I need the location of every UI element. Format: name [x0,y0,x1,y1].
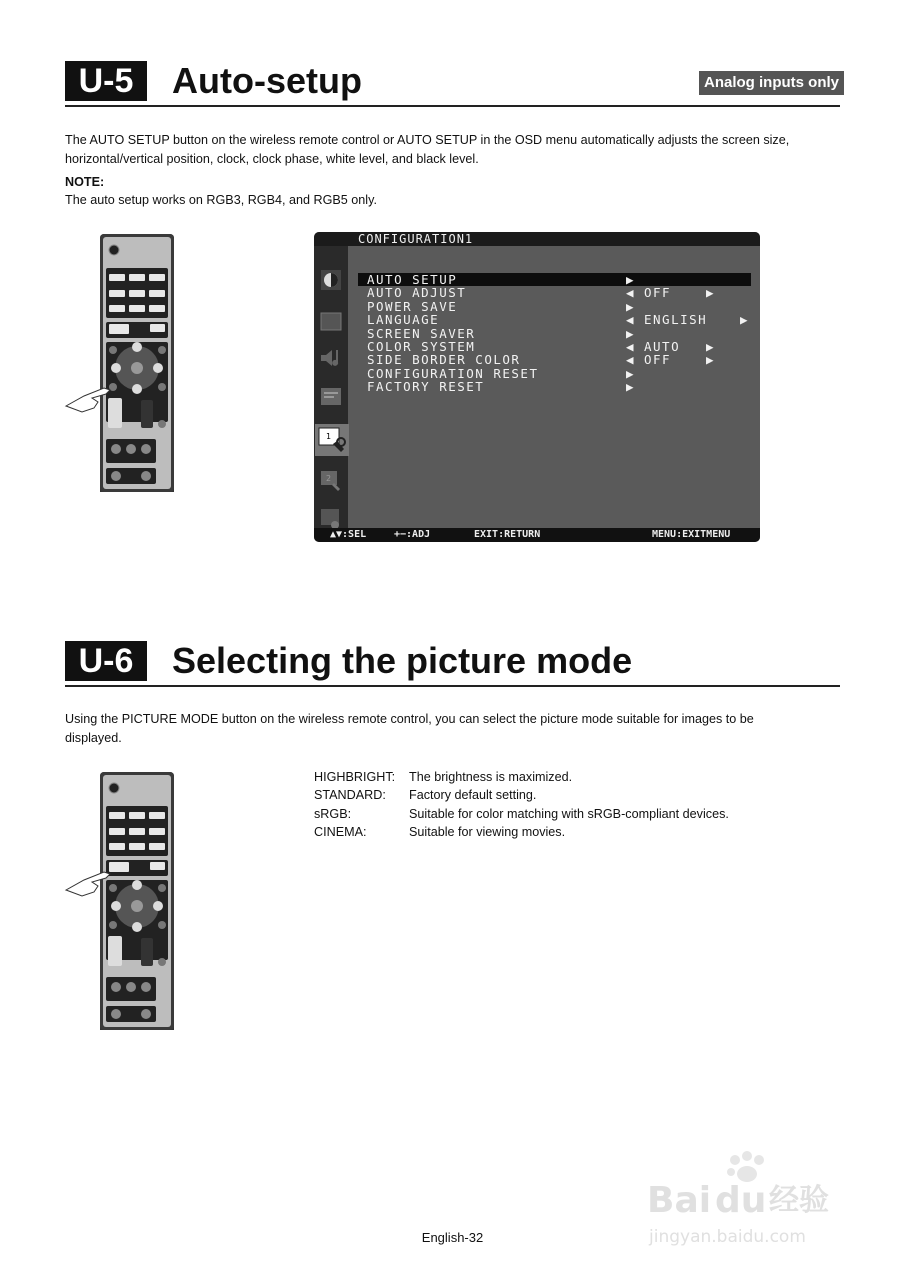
osd-item-auto-adjust[interactable] [358,286,751,299]
right-arrow-icon: ▶ [626,365,636,381]
remote-illustration [100,234,174,492]
u5-intro [65,131,855,168]
right-arrow-icon: ▶ [706,338,716,354]
picture-mode-row [314,805,729,823]
picture-icon [318,267,344,293]
picture-mode-list [314,768,729,841]
osd-footer-adj: +−:ADJ [394,529,431,540]
section-number-badge: U-6 [65,641,147,681]
osd-item-label: AUTO ADJUST [367,285,467,301]
u6-intro-line1: Using the PICTURE MODE button on the wireless remote control, you can select the picture mode suitable for images to be [65,712,754,726]
svg-text:经验: 经验 [769,1183,829,1218]
left-arrow-icon: ◀ [626,285,636,301]
left-arrow-icon: ◀ [626,352,636,368]
osd-item-value: AUTO [644,338,681,354]
osd-item-side-border-color[interactable] [358,353,751,366]
osd-configuration-menu [314,232,760,542]
osd-item-auto-setup[interactable] [358,273,751,286]
u6-intro [65,710,855,747]
osd-footer-return: EXIT:RETURN [474,529,541,540]
osd-item-label: FACTORY RESET [367,379,485,395]
section-title: Auto-setup [172,60,362,101]
screen-icon [318,309,344,335]
analog-inputs-tag: Analog inputs only [699,71,844,95]
osd-item-configuration-reset[interactable] [358,367,751,380]
svg-text:2: 2 [326,474,332,483]
configuration2-icon [318,468,344,494]
osd-item-label: SCREEN SAVER [367,325,476,341]
u5-intro-line1: The AUTO SETUP button on the wireless remote control or AUTO SETUP in the OSD menu automatically adjusts the screen size, [65,133,790,147]
osd-item-label: COLOR SYSTEM [367,338,476,354]
mode-description: Factory default setting. [409,788,537,803]
mode-name: HIGHBRIGHT: [314,770,396,784]
configuration1-icon [315,424,349,456]
osd-item-value: OFF [644,352,672,368]
osd-footer-sel: ▲▼:SEL [330,529,367,540]
osd-item-value: OFF [644,285,672,301]
audio-icon [318,345,344,371]
picture-mode-row [314,823,729,841]
left-arrow-icon: ◀ [626,312,636,328]
mode-description: The brightness is maximized. [409,770,573,784]
osd-item-label: LANGUAGE [367,312,440,328]
right-arrow-icon: ▶ [626,379,636,395]
left-arrow-icon: ◀ [626,338,636,354]
note-label: NOTE: [65,175,105,189]
schedule-icon [318,384,344,410]
remote-control-auto-setup [100,234,174,492]
picture-mode-row [314,786,729,804]
right-arrow-icon: ▶ [706,352,716,368]
osd-footer [314,528,760,542]
osd-sidebar [314,246,348,528]
svg-text:1: 1 [326,432,332,441]
right-arrow-icon: ▶ [626,325,636,341]
osd-item-label: AUTO SETUP [367,272,458,287]
pointing-hand-icon [64,378,114,418]
osd-item-power-save[interactable] [358,300,751,313]
picture-mode-row [314,768,729,786]
mode-name: sRGB: [314,806,352,821]
osd-item-label: CONFIGURATION RESET [367,365,539,381]
svg-text:du: du [715,1180,767,1221]
page-number: English-32 [421,1230,484,1245]
osd-item-value: ENGLISH [644,312,708,328]
right-arrow-icon: ▶ [626,272,636,287]
osd-item-color-system[interactable] [358,340,751,353]
osd-item-list [358,273,751,394]
mode-name: CINEMA: [314,824,367,839]
right-arrow-icon: ▶ [740,312,750,328]
svg-text:Bai: Bai [647,1180,712,1221]
osd-item-screen-saver[interactable] [358,327,751,340]
u5-intro-line2: horizontal/vertical position, clock, clock phase, white level, and black level. [65,151,479,166]
osd-footer-exitmenu: MENU:EXITMENU [652,529,731,540]
note-text: The auto setup works on RGB3, RGB4, and RGB5 only. [65,193,377,207]
osd-item-label: POWER SAVE [367,298,458,314]
osd-item-label: SIDE BORDER COLOR [367,352,521,368]
section-header-u6 [65,641,840,687]
section-title: Selecting the picture mode [172,640,633,681]
section-number-badge: U-5 [65,61,147,101]
osd-title: CONFIGURATION1 [358,232,474,246]
svg-text:jingyan.baidu.com: jingyan.baidu.com [649,1227,806,1247]
right-arrow-icon: ▶ [706,285,716,301]
section-header-u5 [65,61,840,107]
osd-item-factory-reset[interactable] [358,380,751,393]
right-arrow-icon: ▶ [626,298,636,314]
osd-item-language[interactable] [358,313,751,326]
mode-description: Suitable for viewing movies. [409,824,566,839]
u6-intro-line2: displayed. [65,730,122,745]
mode-name: STANDARD: [314,788,386,803]
mode-description: Suitable for color matching with sRGB-compliant devices. [409,806,729,821]
pointing-hand-icon [64,862,114,902]
